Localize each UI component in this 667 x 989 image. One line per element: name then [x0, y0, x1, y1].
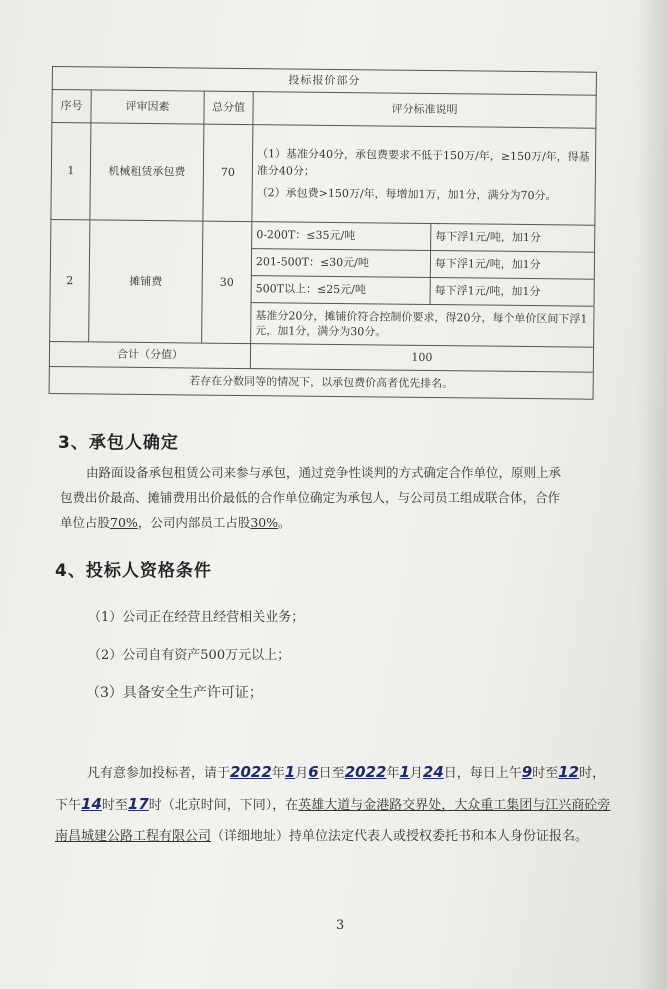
row1-criteria-2: （2）承包费>150万/年，每增加1万，加1分，满分为70分。 [256, 185, 557, 202]
reg-text-11: 时（北京时间，下同），在 [148, 798, 299, 813]
registration-paragraph [55, 757, 615, 852]
section4-title: 4、投标人资格条件 [55, 561, 212, 581]
row2-score: 30 [202, 221, 252, 344]
section3-paragraph [60, 460, 572, 535]
total-value: 100 [250, 344, 593, 373]
handwritten-day-start: 6 [308, 763, 319, 781]
row2-range-2: 201-500T：≤30元/吨 [251, 249, 430, 278]
reg-text-6: 月 [409, 766, 423, 781]
handwritten-month-start: 1 [284, 763, 296, 781]
header-no: 序号 [52, 90, 91, 123]
section3-text-a: 由路面设备承包租赁公司来参与承包，通过竞争性谈判的方式确定合作单位，原则上承包费出价最高、摊铺费用出价最低的合作单位确定为承包人，与公司员工组成联合体，合作单位占股 [60, 465, 562, 530]
registration-address: 英雄大道与金港路交界处，大众重工集团与江兴商砼旁南昌城建公路工程有限公司 [55, 798, 611, 844]
header-item: 评审因素 [91, 90, 204, 124]
reg-text-3: 月 [295, 766, 309, 781]
row2-item: 摊铺费 [89, 220, 203, 343]
handwritten-am-start: 9 [521, 763, 533, 781]
page-edge-shadow [637, 0, 667, 989]
table-title: 投标报价部分 [52, 67, 596, 96]
scoring-table-wrapper [49, 66, 597, 402]
reg-text-2: 年 [271, 766, 285, 781]
table-footnote: 若存在分数同等的情况下，以承包费价高者优先排名。 [49, 366, 593, 399]
row1-score: 70 [203, 124, 253, 222]
handwritten-pm-end: 17 [127, 795, 149, 813]
handwritten-year-start: 2022 [230, 763, 272, 781]
handwritten-month-end: 1 [399, 763, 410, 781]
handwritten-pm-start: 14 [81, 795, 102, 813]
reg-text-10: 时至 [101, 798, 128, 813]
handwritten-day-end: 24 [422, 763, 444, 781]
row2-rule-2: 每下浮1元/吨，加1分 [430, 250, 594, 279]
qualification-item-2: （2）公司自有资产500万元以上； [88, 648, 291, 663]
section3-text-b: ，公司内部员工占股 [137, 515, 251, 530]
row1-criteria-1: （1）基准分40分，承包费要求不低于150万/年，≥150万/年，得基准分40分； [256, 147, 590, 179]
total-label: 合计（分值） [49, 341, 250, 368]
reg-text-5: 年 [386, 766, 400, 781]
qualification-item-3: （3）具备安全生产许可证； [86, 685, 263, 701]
row1-criteria [252, 125, 596, 226]
row2-note: 基准分20分，摊铺价符合控制价要求，得20分，每个单价区间下浮1元，加1分，满分为30分。 [251, 303, 594, 348]
handwritten-am-end: 12 [558, 763, 580, 781]
header-score: 总分值 [204, 91, 253, 125]
handwritten-year-end: 2022 [344, 763, 387, 781]
row1-item: 机械租赁承包费 [90, 123, 204, 221]
reg-text-4: 日至 [318, 766, 345, 781]
row2-range-3: 500T以上：≤25元/吨 [251, 276, 430, 305]
reg-text-12: （详细地址）持单位法定代表人或授权委托书和本人身份证报名。 [211, 829, 589, 844]
page-number: 3 [336, 918, 345, 933]
share-partner: 70% [110, 515, 138, 530]
section3-text-c: 。 [278, 515, 291, 530]
reg-text-1: 凡有意参加投标者，请于 [87, 766, 231, 781]
scoring-table [49, 66, 597, 400]
row1-no: 1 [51, 123, 91, 220]
row2-range-1: 0-200T：≤35元/吨 [252, 222, 431, 251]
row2-rule-3: 每下浮1元/吨，加1分 [430, 277, 594, 306]
header-criteria: 评分标准说明 [253, 92, 596, 129]
qualification-item-1: （1）公司正在经营且经营相关业务； [88, 610, 305, 625]
reg-text-8: 时至 [532, 766, 559, 781]
share-staff: 30% [250, 515, 279, 530]
reg-text-9: 时，下午 [55, 766, 606, 813]
section3-title: 3、承包人确定 [58, 433, 179, 453]
row2-no: 2 [50, 219, 90, 341]
reg-text-7: 日，每日上午 [443, 766, 522, 781]
row2-rule-1: 每下浮1元/吨，加1分 [431, 223, 595, 252]
